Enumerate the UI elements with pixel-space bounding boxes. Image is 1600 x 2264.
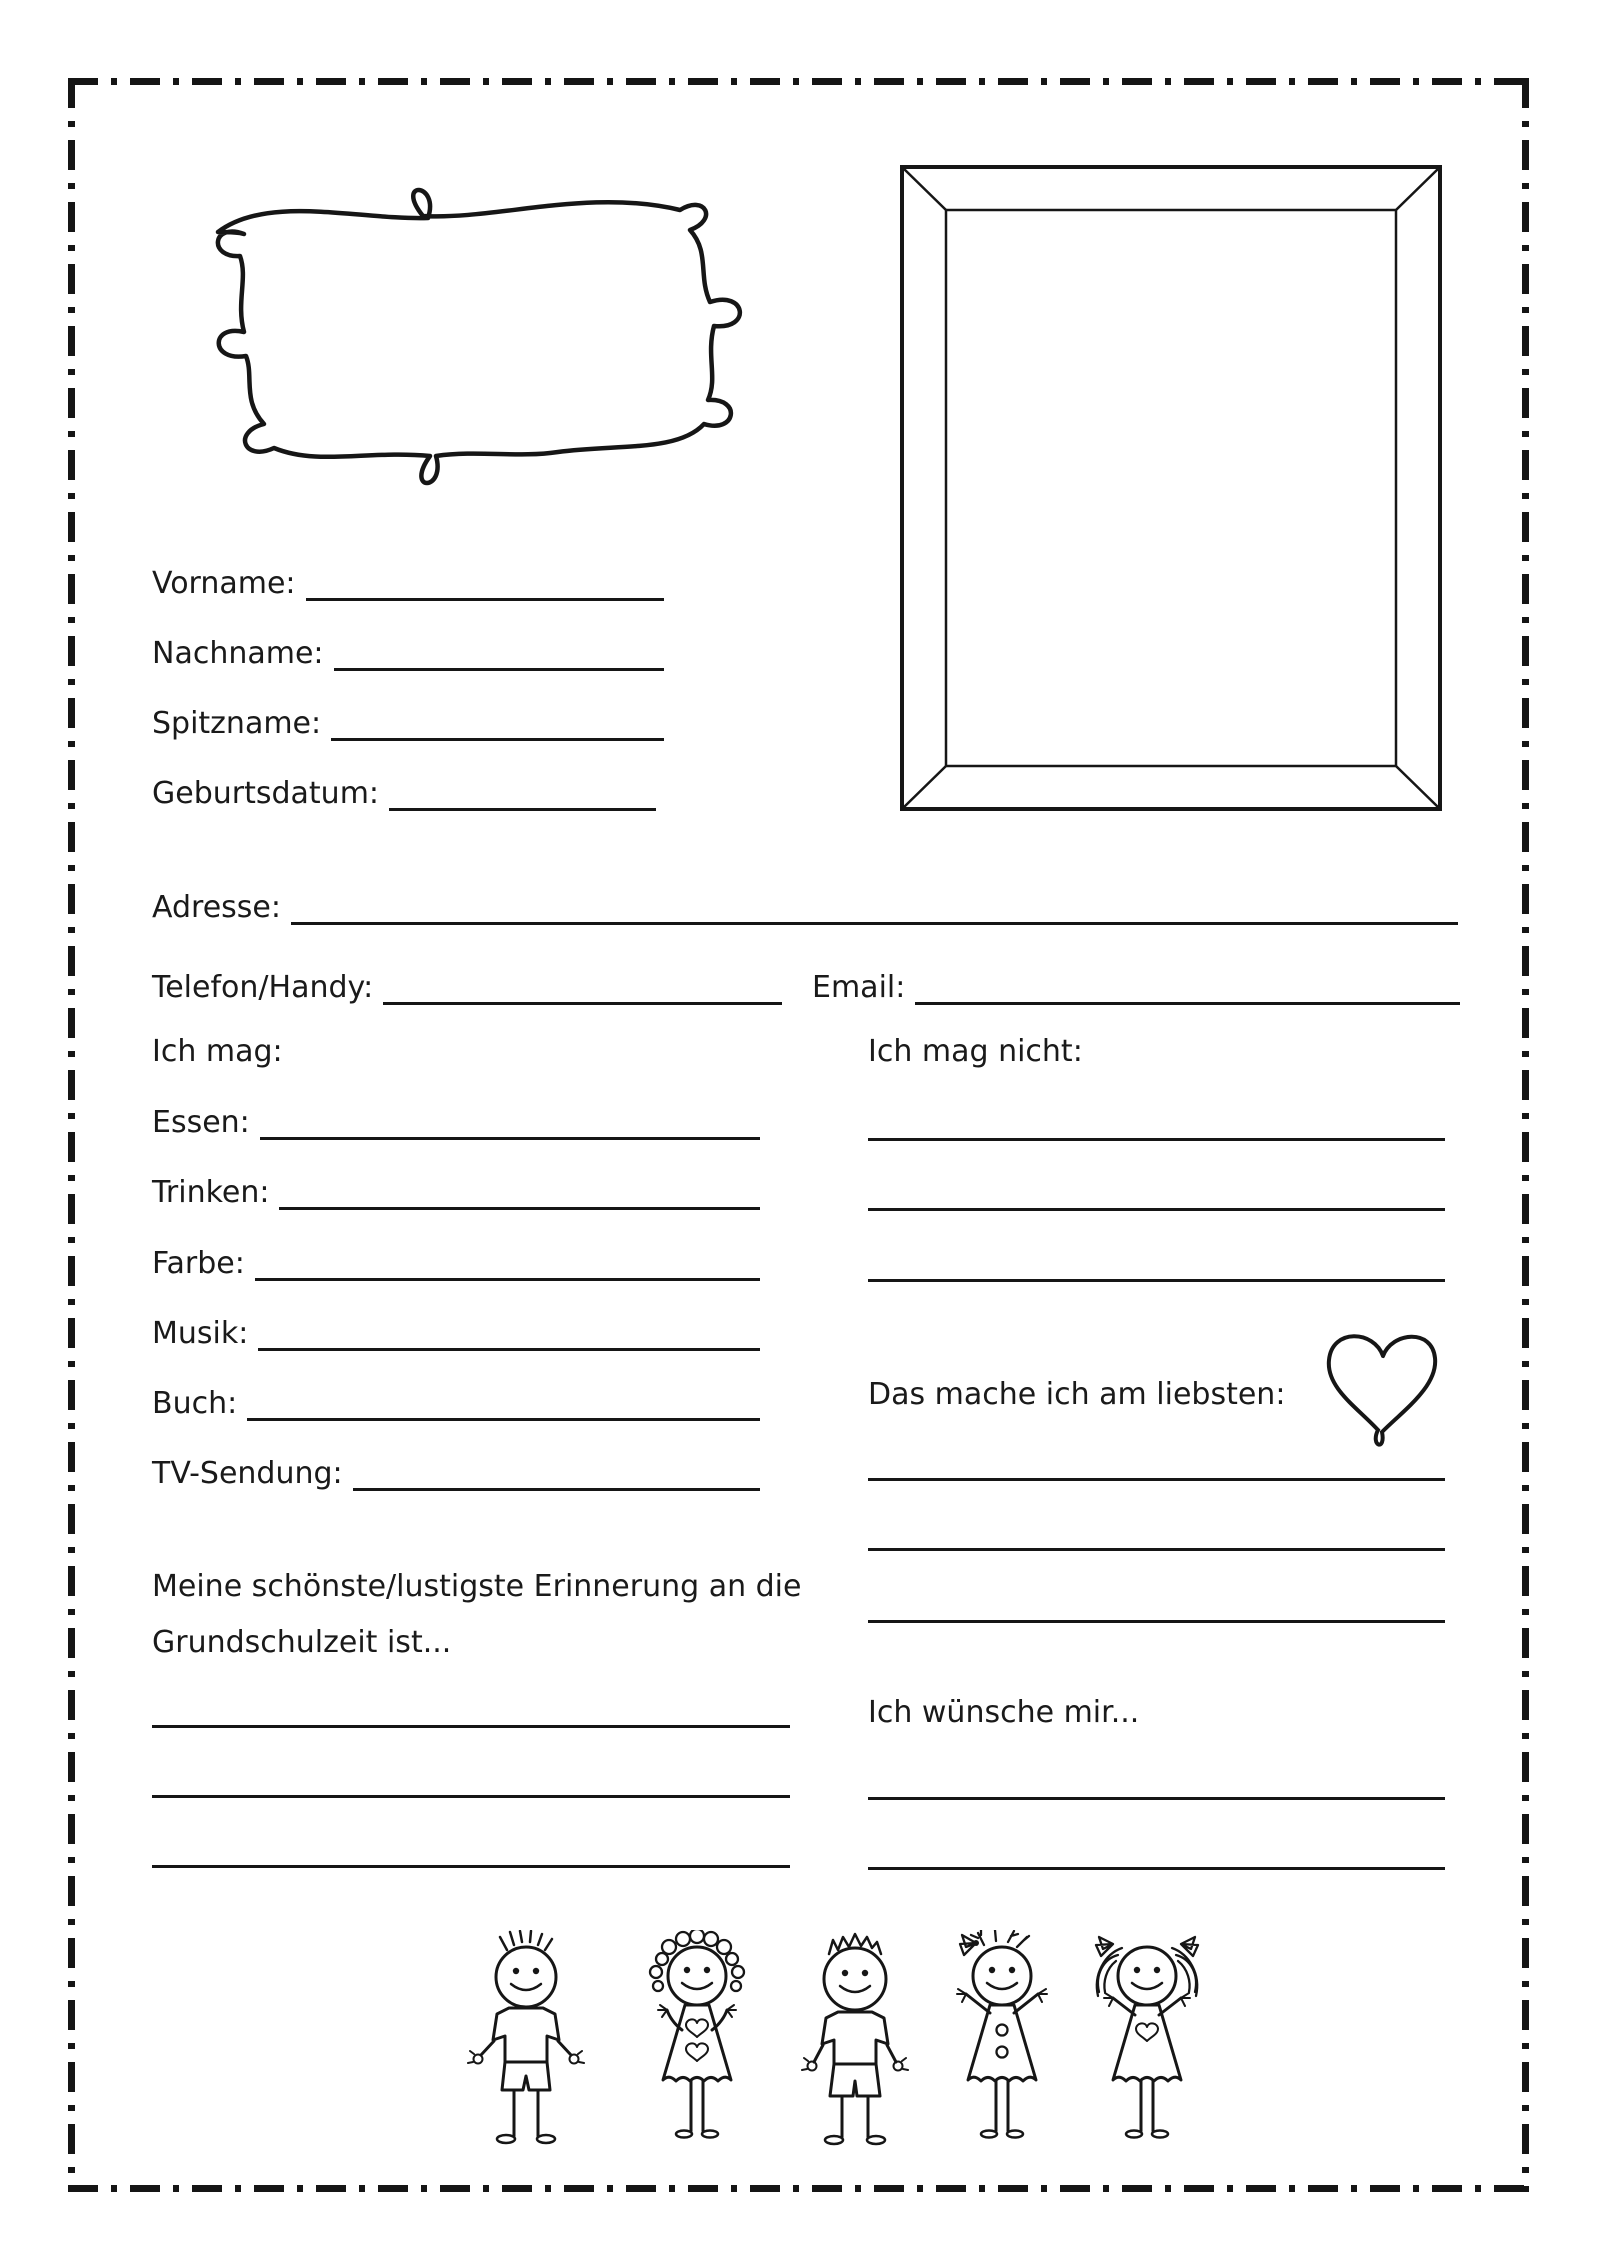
favorite-write-line (868, 1478, 1445, 1481)
cut-border-right (1522, 78, 1529, 2192)
favorite-write-line (868, 1548, 1445, 1551)
memory-heading-line2: Grundschulzeit ist... (152, 1625, 452, 1660)
dislikes-write-line (868, 1138, 1445, 1141)
adresse-label: Adresse: (152, 890, 281, 926)
favorite-write-line (868, 1620, 1445, 1623)
telefon-label: Telefon/Handy: (152, 970, 374, 1006)
adresse-write-line (291, 914, 1458, 925)
field-row-essen (152, 1098, 760, 1140)
spitzname-label: Spitzname: (152, 706, 322, 742)
buch-label: Buch: (152, 1386, 238, 1422)
dislikes-heading: Ich mag nicht: (868, 1034, 1083, 1069)
field-row-nachname (152, 629, 664, 671)
field-row-adresse (152, 883, 1458, 925)
email-label: Email: (812, 970, 906, 1006)
cut-border-bottom (68, 2185, 1529, 2192)
dislikes-write-line (868, 1279, 1445, 1282)
kid-girl-curly-hair-icon (622, 1930, 772, 2152)
cut-border-left (68, 78, 75, 2192)
vorname-write-line (306, 590, 664, 601)
memory-write-line (152, 1725, 790, 1728)
tv-sendung-label: TV-Sendung: (152, 1456, 343, 1492)
wish-heading: Ich wünsche mir... (868, 1695, 1140, 1730)
memory-heading-line1: Meine schönste/lustigste Erinnerung an die (152, 1569, 802, 1604)
field-row-tv-sendung (152, 1449, 760, 1491)
nachname-label: Nachname: (152, 636, 324, 672)
dislikes-write-line (868, 1208, 1445, 1211)
nachname-write-line (334, 660, 664, 671)
geburtsdatum-write-line (389, 800, 656, 811)
buch-write-line (247, 1410, 760, 1421)
wish-write-line (868, 1867, 1445, 1870)
memory-write-line (152, 1865, 790, 1868)
favorite-heading: Das mache ich am liebsten: (868, 1377, 1286, 1412)
tv-sendung-write-line (353, 1480, 760, 1491)
trinken-label: Trinken: (152, 1175, 270, 1211)
field-row-geburtsdatum (152, 769, 656, 811)
kid-boy-short-hair-icon (782, 1930, 932, 2152)
trinken-write-line (279, 1199, 760, 1210)
kid-girl-with-bow-icon (927, 1930, 1077, 2152)
kid-girl-pigtails-icon (1072, 1930, 1222, 2152)
farbe-label: Farbe: (152, 1246, 245, 1282)
picture-frame (899, 164, 1443, 812)
spitzname-write-line (331, 730, 664, 741)
musik-label: Musik: (152, 1316, 249, 1352)
wish-write-line (868, 1797, 1445, 1800)
field-row-spitzname (152, 699, 664, 741)
vorname-label: Vorname: (152, 566, 296, 602)
field-row-vorname (152, 559, 664, 601)
memory-write-line (152, 1795, 790, 1798)
likes-heading: Ich mag: (152, 1034, 283, 1069)
heart-icon (1318, 1320, 1448, 1452)
farbe-write-line (255, 1270, 760, 1281)
swirl-doodle-frame (118, 160, 853, 500)
essen-write-line (260, 1129, 760, 1140)
field-row-email (812, 963, 1460, 1005)
kid-boy-spiky-hair-icon (453, 1930, 603, 2152)
geburtsdatum-label: Geburtsdatum: (152, 776, 380, 812)
field-row-musik (152, 1309, 760, 1351)
musik-write-line (258, 1340, 760, 1351)
email-write-line (915, 994, 1460, 1005)
field-row-telefon (152, 963, 782, 1005)
field-row-farbe (152, 1239, 760, 1281)
field-row-buch (152, 1379, 760, 1421)
telefon-write-line (383, 994, 782, 1005)
cut-border-top (68, 78, 1529, 85)
essen-label: Essen: (152, 1105, 250, 1141)
field-row-trinken (152, 1168, 760, 1210)
